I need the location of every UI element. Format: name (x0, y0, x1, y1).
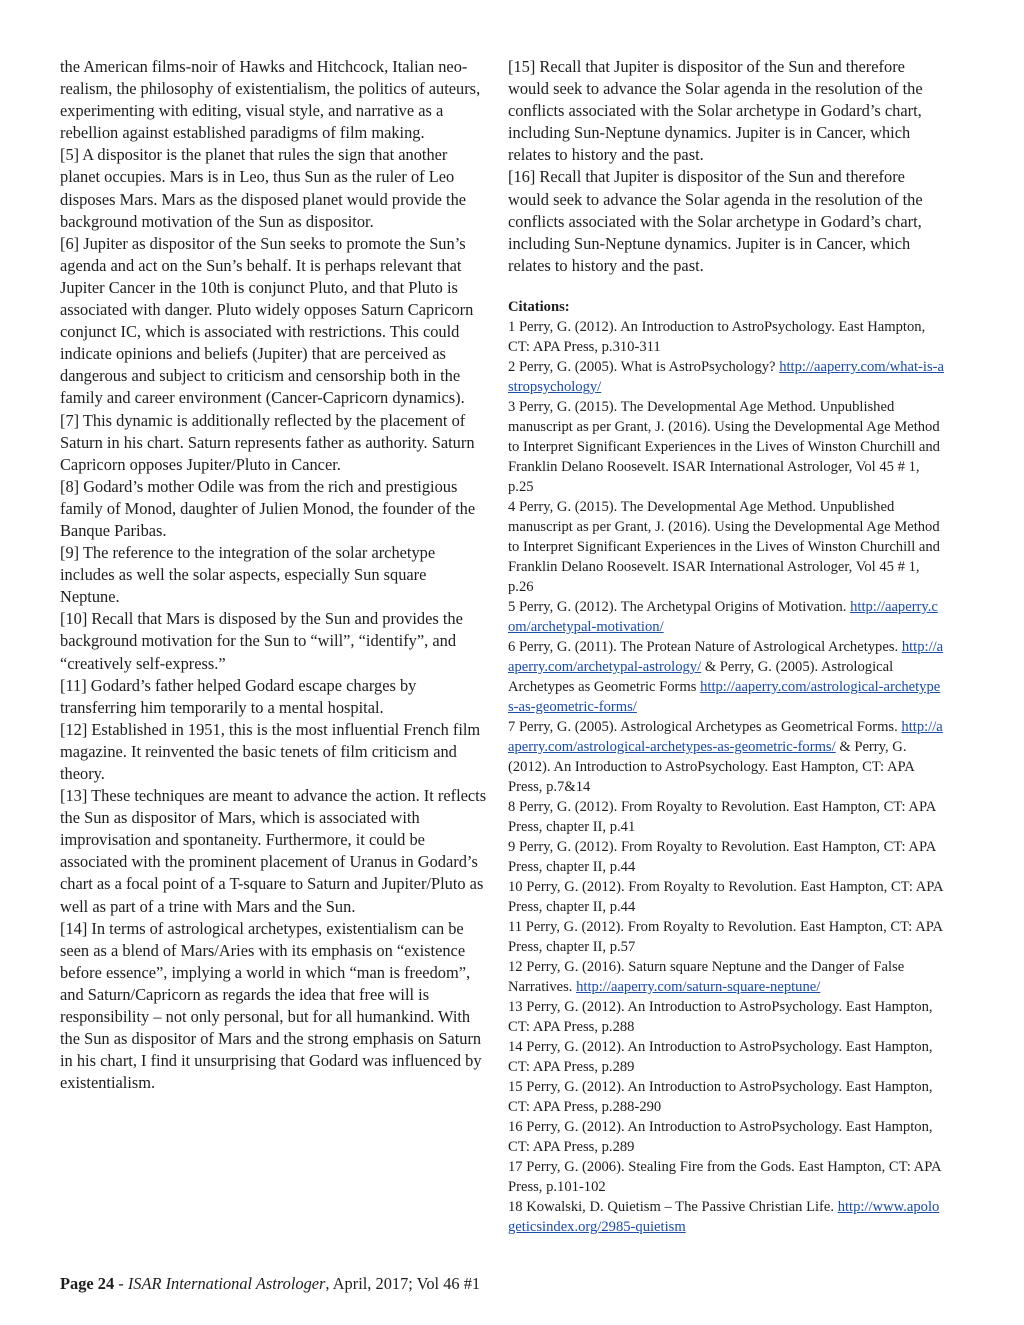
citation-link[interactable]: http://aaperry.com/saturn-square-neptune/ (576, 978, 821, 995)
citation-4: 4 Perry, G. (2015). The Developmental Age Method. Unpublished manuscript as per Grant, J. (2016). Using the Developmental Age Method to Interpret Significant Experiences in the Lives of Winston Churchill and Franklin Delano Roosevelt. ISAR International Astrologer, Vol 45 # 1, p.26 (508, 498, 940, 595)
citations-heading: Citations: (508, 298, 570, 315)
citation-1: 1 Perry, G. (2012). An Introduction to AstroPsychology. East Hampton, CT: APA Press, p.310-311 (508, 318, 926, 355)
note-9: [9] The reference to the integration of the solar archetype includes as well the solar aspects, especially Sun square Neptune. (60, 543, 436, 607)
citation-6: 6 Perry, G. (2011). The Protean Nature of Astrological Archetypes. http://aaperry.com/archetypal-astrology/ & Perry, G. (2005). Astrological Archetypes as Geometric Forms http://aaperry.com/astrological-archetypes-as-geometric-forms/ (508, 638, 944, 715)
note-5: [5] A dispositor is the planet that rules the sign that another planet occupies. Mars is in Leo, thus Sun as the ruler of Leo disposes Mars. Mars as the disposed planet would provide the background motivation of the Sun as dispositor. (60, 145, 467, 231)
note-10: [10] Recall that Mars is disposed by the Sun and provides the background motivation for the Sun to “will”, “identify”, and “creatively self-express.” (60, 609, 463, 673)
citation-15: 15 Perry, G. (2012). An Introduction to AstroPsychology. East Hampton, CT: APA Press, p.288-290 (508, 1078, 933, 1115)
citation-17: 17 Perry, G. (2006). Stealing Fire from the Gods. East Hampton, CT: APA Press, p.101-102 (508, 1158, 941, 1195)
page-footer (60, 1274, 480, 1294)
citation-link[interactable]: http://aaperry.com/archetypal-motivation/ (508, 598, 938, 635)
note-11: [11] Godard’s father helped Godard escape charges by transferring him temporarily to a mental hospital. (60, 675, 417, 717)
citation-18: 18 Kowalski, D. Quietism – The Passive Christian Life. http://www.apologeticsindex.org/2985-quietism (508, 1198, 940, 1235)
publication-title: ISAR International Astrologer (127, 1274, 326, 1293)
left-column (60, 56, 490, 1094)
right-notes (508, 56, 944, 277)
page-number: Page 24 (60, 1274, 115, 1293)
note-6: [6] Jupiter as dispositor of the Sun seeks to promote the Sun’s agenda and act on the Sun’s behalf. It is perhaps relevant that Jupiter Cancer in the 10th is conjunct Pluto, and that Pluto is associated with danger. Pluto widely opposes Saturn Capricorn conjunct IC, which is associated with restrictions. This could indicate opinions and beliefs (Jupiter) that are perceived as dangerous and subject to criticism and censorship both in the family and career environment (Cancer-Capricorn dynamics). (60, 233, 474, 408)
citation-16: 16 Perry, G. (2012). An Introduction to AstroPsychology. East Hampton, CT: APA Press, p.289 (508, 1118, 933, 1155)
citation-12: 12 Perry, G. (2016). Saturn square Neptune and the Danger of False Narratives. http://aaperry.com/saturn-square-neptune/ (508, 958, 905, 995)
note-12: [12] Established in 1951, this is the most influential French film magazine. It reinvented the basic tenets of film criticism and theory. (60, 719, 481, 783)
citation-2: 2 Perry, G. (2005). What is AstroPsychology? http://aaperry.com/what-is-astropsychology/ (508, 358, 944, 395)
citation-link[interactable]: http://aaperry.com/archetypal-astrology/ (508, 638, 944, 675)
citation-link[interactable]: http://aaperry.com/what-is-astropsychology/ (508, 358, 944, 395)
citation-10: 10 Perry, G. (2012). From Royalty to Revolution. East Hampton, CT: APA Press, chapter II, p.44 (508, 878, 943, 915)
note-14: [14] In terms of astrological archetypes, existentialism can be seen as a blend of Mars/Aries with its emphasis on “existence before essence”, implying a world in which “man is freedom”, and Saturn/Capricorn as regards the idea that free will is responsibility – not only personal, but for all humankind. With the Sun as dispositor of Mars and the strong emphasis on Saturn in his chart, I find it unsurprising that Godard was influenced by existentialism. (60, 918, 482, 1093)
citation-link[interactable]: http://aaperry.com/astrological-archetypes-as-geometric-forms/ (508, 678, 941, 715)
citation-5: 5 Perry, G. (2012). The Archetypal Origins of Motivation. http://aaperry.com/archetypal-motivation/ (508, 598, 938, 635)
citation-3: 3 Perry, G. (2015). The Developmental Age Method. Unpublished manuscript as per Grant, J. (2016). Using the Developmental Age Method to Interpret Significant Experiences in the Lives of Winston Churchill and Franklin Delano Roosevelt. ISAR International Astrologer, Vol 45 # 1, p.25 (508, 398, 940, 495)
citation-link[interactable]: http://www.apologeticsindex.org/2985-quietism (508, 1198, 940, 1235)
citation-14: 14 Perry, G. (2012). An Introduction to AstroPsychology. East Hampton, CT: APA Press, p.289 (508, 1038, 933, 1075)
note-7: [7] This dynamic is additionally reflected by the placement of Saturn in his chart. Saturn represents father as authority. Saturn Capricorn opposes Jupiter/Pluto in Cancer. (60, 410, 475, 474)
note-15: [15] Recall that Jupiter is dispositor of the Sun and therefore would seek to advance the Solar agenda in the resolution of the conflicts associated with the Solar archetype in Godard’s chart, including Sun-Neptune dynamics. Jupiter is in Cancer, which relates to history and the past. (508, 57, 923, 165)
right-column (508, 56, 944, 1237)
citation-8: 8 Perry, G. (2012). From Royalty to Revolution. East Hampton, CT: APA Press, chapter II, p.41 (508, 798, 936, 835)
citation-13: 13 Perry, G. (2012). An Introduction to AstroPsychology. East Hampton, CT: APA Press, p.288 (508, 998, 933, 1035)
note-8: [8] Godard’s mother Odile was from the rich and prestigious family of Monod, daughter of Julien Monod, the founder of the Banque Paribas. (60, 476, 476, 540)
citation-link[interactable]: http://aaperry.com/astrological-archetypes-as-geometric-forms/ (508, 718, 943, 755)
citation-11: 11 Perry, G. (2012). From Royalty to Revolution. East Hampton, CT: APA Press, chapter II, p.57 (508, 918, 943, 955)
note-continuation: the American films-noir of Hawks and Hitchcock, Italian neo-realism, the philosophy of existentialism, the politics of auteurs, experimenting with editing, visual style, and narrative as a rebellion against established paradigms of film making. (60, 57, 481, 143)
citation-7: 7 Perry, G. (2005). Astrological Archetypes as Geometrical Forms. http://aaperry.com/astrological-archetypes-as-geometric-forms/ & Perry, G. (2012). An Introduction to AstroPsychology. East Hampton, CT: APA Press, p.7&14 (508, 718, 943, 795)
note-16: [16] Recall that Jupiter is dispositor of the Sun and therefore would seek to advance the Solar agenda in the resolution of the conflicts associated with the Solar archetype in Godard’s chart, including Sun-Neptune dynamics. Jupiter is in Cancer, which relates to history and the past. (508, 167, 923, 275)
citations-section (508, 297, 944, 1237)
issue-info: , April, 2017; Vol 46 #1 (325, 1274, 481, 1293)
note-13: [13] These techniques are meant to advance the action. It reflects the Sun as dispositor of Mars, which is associated with improvisation and spontaneity. Furthermore, it could be associated with the prominent placement of Uranus in Godard’s chart as a focal point of a T-square to Saturn and Jupiter/Pluto as well as part of a trine with Mars and the Sun. (60, 786, 487, 916)
footer-separator: - (114, 1274, 128, 1293)
citation-9: 9 Perry, G. (2012). From Royalty to Revolution. East Hampton, CT: APA Press, chapter II, p.44 (508, 838, 936, 875)
